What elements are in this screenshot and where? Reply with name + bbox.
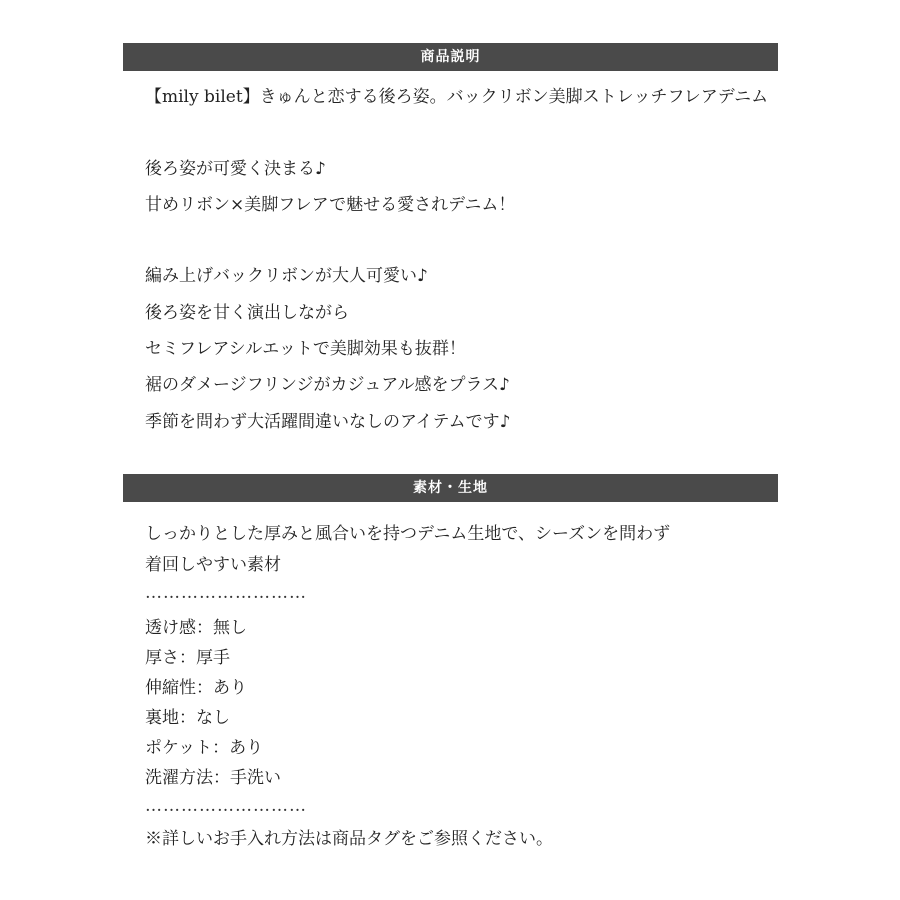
material-header: 素材・生地: [123, 474, 778, 502]
separator-bottom: ………………………: [145, 796, 307, 816]
material-text-line-1: しっかりとした厚みと風合いを持つデニム生地で、シーズンを問わず: [145, 524, 671, 544]
spec-transparency: 透け感：無し: [145, 618, 247, 638]
point-line-4: 裾のダメージフリンジがカジュアル感をプラス♪: [145, 375, 510, 395]
separator-top: ………………………: [145, 583, 307, 603]
product-title: 【mily bilet】きゅんと恋する後ろ姿。バックリボン美脚ストレッチフレアデニム: [145, 87, 769, 107]
intro-line-1: 後ろ姿が可愛く決まる♪: [145, 159, 326, 179]
spec-stretch: 伸縮性：あり: [145, 678, 247, 698]
point-line-3: セミフレアシルエットで美脚効果も抜群！: [145, 339, 466, 359]
description-header: 商品説明: [123, 43, 778, 71]
spec-thickness: 厚さ：厚手: [145, 648, 230, 668]
care-note: ※詳しいお手入れ方法は商品タグをご参照ください。: [145, 829, 553, 849]
point-line-5: 季節を問わず大活躍間違いなしのアイテムです♪: [145, 412, 511, 432]
spec-washing: 洗濯方法：手洗い: [145, 768, 281, 788]
spec-pocket: ポケット：あり: [145, 738, 264, 758]
point-line-1: 編み上げバックリボンが大人可愛い♪: [145, 266, 428, 286]
point-line-2: 後ろ姿を甘く演出しながら: [145, 303, 349, 323]
intro-line-2: 甘めリボン×美脚フレアで魅せる愛されデニム！: [145, 195, 516, 215]
spec-lining: 裏地：なし: [145, 708, 230, 728]
material-text-line-2: 着回しやすい素材: [145, 555, 281, 575]
